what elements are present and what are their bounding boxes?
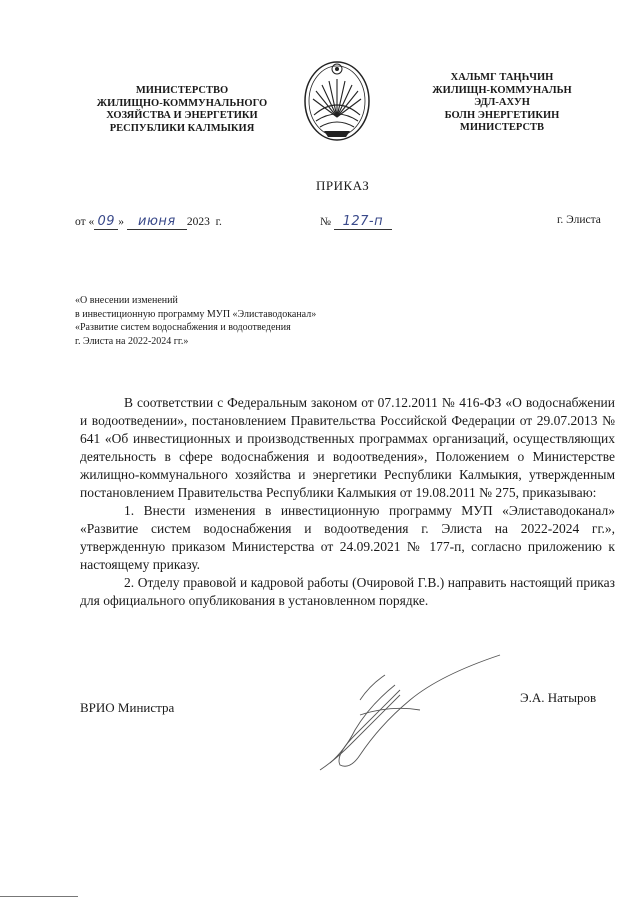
date-year: 2023 <box>186 216 210 228</box>
handwritten-signature <box>300 645 510 775</box>
kalmykia-emblem-icon <box>302 55 372 143</box>
body-paragraph-item-1: 1. Внести изменения в инвестиционную программу МУП «Элиставодоканал» «Развитие систем водоснабжения и водоотведения г. Элиста на 2022-2024 гг.», утвержденную приказом Министерства от 24.09.2021 № 177-п, согласно приложению к настоящему приказу. <box>80 503 615 572</box>
footer-divider <box>0 896 78 897</box>
header-line: МИНИСТЕРСТВ <box>459 122 545 133</box>
subject-line: «О внесении изменений <box>75 295 178 306</box>
number-label: № <box>320 216 331 228</box>
order-body <box>80 394 615 610</box>
date-day: 09 <box>94 214 118 230</box>
header-line: ЖИЛИЩН-КОММУНАЛЬН <box>432 84 572 96</box>
order-number <box>320 214 392 230</box>
header-line: ЖИЛИЩНО-КОММУНАЛЬНОГО <box>96 97 268 109</box>
subject-line: «Развитие систем водоснабжения и водоотведения <box>75 322 291 333</box>
body-paragraph-preamble: В соответствии с Федеральным законом от 07.12.2011 № 416-ФЗ «О водоснабжении и водоотведении», постановлением Правительства Российской Федерации от 29.07.2013 № 641 «Об инвестиционных и производственных программах организаций, осуществляющих деятельность в сфере водоснабжения и водоотведения», Положением о Министерстве жилищно-коммунального хозяйства и энергетики Республики Калмыкия, утвержденным постановлением Правительства Республики Калмыкия от 19.08.2011 № 275, приказываю: <box>80 395 615 500</box>
header-line: ХАЛЬМГ ТАҢҺЧИН <box>450 72 554 83</box>
header-line: РЕСПУБЛИКИ КАЛМЫКИЯ <box>109 122 255 134</box>
place: г. Элиста <box>557 214 601 226</box>
header-line: ХОЗЯЙСТВА И ЭНЕРГЕТИКИ <box>106 110 258 121</box>
order-date <box>75 214 222 230</box>
ministry-name-kalmyk <box>418 72 586 135</box>
subject-line: в инвестиционную программу МУП «Элиставодоканал» <box>75 308 317 320</box>
order-subject <box>75 294 316 348</box>
date-suffix: г. <box>215 216 222 228</box>
date-mid: » <box>118 216 124 228</box>
document-title: ПРИКАЗ <box>316 178 370 193</box>
header-line: ЭДЛ-АХУН <box>474 97 530 108</box>
date-prefix: от « <box>75 216 95 228</box>
ministry-name-russian <box>92 85 272 135</box>
body-paragraph-item-2: 2. Отделу правовой и кадровой работы (Очировой Г.В.) направить настоящий приказ для официального опубликования в установленном порядке. <box>80 575 615 608</box>
number-value: 127-п <box>334 214 392 230</box>
date-month: июня <box>127 214 187 230</box>
signatory-position: ВРИО Министра <box>80 700 175 715</box>
header-line: МИНИСТЕРСТВО <box>135 85 229 96</box>
signatory-name: Э.А. Натыров <box>520 690 597 705</box>
header-line: БОЛН ЭНЕРГЕТИКИН <box>444 109 560 121</box>
subject-line: г. Элиста на 2022-2024 гг.» <box>75 335 189 347</box>
